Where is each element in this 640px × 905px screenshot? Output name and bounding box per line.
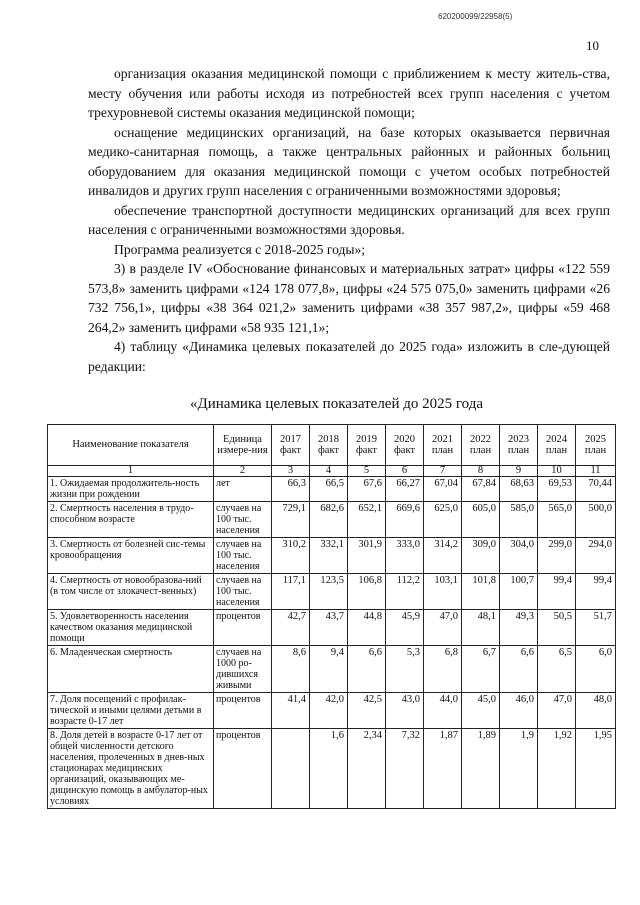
column-header: 2018 факт	[310, 425, 348, 466]
indicator-unit: случаев на 1000 ро-дившихся живыми	[214, 646, 272, 693]
column-header: 2020 факт	[386, 425, 424, 466]
indicator-unit: лет	[214, 477, 272, 502]
indicator-value: 66,5	[310, 477, 348, 502]
indicator-value: 625,0	[424, 502, 462, 538]
indicator-name: 6. Младенческая смертность	[48, 646, 214, 693]
column-number: 1	[48, 466, 214, 477]
indicator-name: 2. Смертность населения в трудо-способном возрасте	[48, 502, 214, 538]
column-header: 2022 план	[462, 425, 500, 466]
indicator-name: 4. Смертность от новообразова-ний (в том числе от злокачест-венных)	[48, 574, 214, 610]
indicator-value: 49,3	[500, 610, 538, 646]
indicator-name: 5. Удовлетворенность населения качеством оказания медицинской помощи	[48, 610, 214, 646]
indicator-value: 1,92	[538, 729, 576, 809]
indicator-value: 100,7	[500, 574, 538, 610]
indicator-value: 585,0	[500, 502, 538, 538]
paragraph: обеспечение транспортной доступности медицинских организаций для всех групп населения с ограниченными возможностями здоровья.	[88, 202, 610, 237]
indicator-value: 1,89	[462, 729, 500, 809]
indicator-value: 117,1	[272, 574, 310, 610]
indicator-value: 106,8	[348, 574, 386, 610]
indicator-unit: случаев на 100 тыс. населения	[214, 538, 272, 574]
column-header: Наименование показателя	[48, 425, 214, 466]
page-number: 10	[586, 38, 599, 53]
column-number: 11	[576, 466, 616, 477]
indicator-value: 43,0	[386, 693, 424, 729]
indicator-value: 66,3	[272, 477, 310, 502]
indicator-name: 8. Доля детей в возрасте 0-17 лет от общей численности детского населения, пролеченных в днев-ных стационарах медицинских организаций, оказывающих ме-дицинскую помощь в амбулатор-ных условиях	[48, 729, 214, 809]
indicator-value: 47,0	[424, 610, 462, 646]
table-row	[48, 729, 616, 809]
table-row	[48, 574, 616, 610]
indicator-value: 332,1	[310, 538, 348, 574]
indicator-value: 652,1	[348, 502, 386, 538]
indicator-name: 3. Смертность от болезней сис-темы кровообращения	[48, 538, 214, 574]
indicator-value: 103,1	[424, 574, 462, 610]
indicator-value: 310,2	[272, 538, 310, 574]
indicator-value: 48,0	[576, 693, 616, 729]
indicator-value: 101,8	[462, 574, 500, 610]
table-row	[48, 610, 616, 646]
indicator-value: 605,0	[462, 502, 500, 538]
column-number: 3	[272, 466, 310, 477]
indicators-table	[47, 424, 616, 809]
indicator-value: 48,1	[462, 610, 500, 646]
indicator-value: 6,5	[538, 646, 576, 693]
indicator-value: 682,6	[310, 502, 348, 538]
column-number: 8	[462, 466, 500, 477]
indicator-value: 9,4	[310, 646, 348, 693]
indicator-value: 50,5	[538, 610, 576, 646]
column-header: 2019 факт	[348, 425, 386, 466]
column-header: 2024 план	[538, 425, 576, 466]
paragraph: 3) в разделе IV «Обоснование финансовых и материальных затрат» цифры «122 559 573,8» заменить цифрами «124 178 077,8», цифры «24 575 075,0» заменить цифрами «26 732 756,1», цифры «38 364 021,2» заменить цифрами «38 357 987,2», цифры «59 468 264,2» заменить цифрами «58 935 121,1»;	[88, 261, 610, 335]
column-header: Единица измере-ния	[214, 425, 272, 466]
indicator-value: 67,04	[424, 477, 462, 502]
table-row	[48, 693, 616, 729]
indicator-value: 42,0	[310, 693, 348, 729]
indicator-value: 42,7	[272, 610, 310, 646]
indicator-value: 112,2	[386, 574, 424, 610]
column-number: 6	[386, 466, 424, 477]
paragraph: организация оказания медицинской помощи с приближением к месту житель-ства, месту обучения или работы исходя из потребностей всех групп населения с учетом трехуровневой системы оказания медицинской помощи;	[88, 66, 610, 120]
indicator-value: 69,53	[538, 477, 576, 502]
indicator-value: 1,87	[424, 729, 462, 809]
indicator-value: 51,7	[576, 610, 616, 646]
indicator-value: 304,0	[500, 538, 538, 574]
indicator-value: 565,0	[538, 502, 576, 538]
paragraph: 4) таблицу «Динамика целевых показателей до 2025 года» изложить в сле-дующей редакции:	[88, 339, 610, 374]
column-header: 2023 план	[500, 425, 538, 466]
indicator-value: 67,6	[348, 477, 386, 502]
paragraph: Программа реализуется с 2018-2025 годы»;	[114, 241, 366, 257]
table-row	[48, 646, 616, 693]
indicator-value: 1,95	[576, 729, 616, 809]
column-header: 2021 план	[424, 425, 462, 466]
indicator-value: 43,7	[310, 610, 348, 646]
indicator-value: 47,0	[538, 693, 576, 729]
table-row	[48, 538, 616, 574]
indicator-value: 6,7	[462, 646, 500, 693]
document-id: 620200099/22958(5)	[438, 12, 513, 21]
indicator-value: 6,6	[500, 646, 538, 693]
indicator-unit: случаев на 100 тыс. населения	[214, 574, 272, 610]
indicator-value: 6,0	[576, 646, 616, 693]
indicator-value: 70,44	[576, 477, 616, 502]
indicator-value: 7,32	[386, 729, 424, 809]
indicator-value: 41,4	[272, 693, 310, 729]
indicator-value: 66,27	[386, 477, 424, 502]
indicator-value: 294,0	[576, 538, 616, 574]
indicator-value: 8,6	[272, 646, 310, 693]
indicator-value: 1,9	[500, 729, 538, 809]
indicator-value: 99,4	[576, 574, 616, 610]
indicator-value: 45,0	[462, 693, 500, 729]
column-number: 10	[538, 466, 576, 477]
body-text	[88, 64, 610, 376]
indicator-value: 333,0	[386, 538, 424, 574]
paragraph: оснащение медицинских организаций, на базе которых оказывается первичная медико-санитарная помощь, а также центральных районных и районных больниц оборудованием для оказания медицинской помощи с учетом особых потребностей инвалидов и других групп населения с ограниченными возможностями здоровья;	[88, 124, 610, 198]
indicator-name: 1. Ожидаемая продолжитель-ность жизни при рождении	[48, 477, 214, 502]
indicator-value: 99,4	[538, 574, 576, 610]
indicator-value: 1,6	[310, 729, 348, 809]
table-row	[48, 502, 616, 538]
indicator-value: 68,63	[500, 477, 538, 502]
indicator-value: 314,2	[424, 538, 462, 574]
indicator-value: 46,0	[500, 693, 538, 729]
indicator-value: 6,6	[348, 646, 386, 693]
column-number-row	[48, 466, 616, 477]
indicator-unit: случаев на 100 тыс. населения	[214, 502, 272, 538]
indicator-value	[272, 729, 310, 809]
indicator-value: 309,0	[462, 538, 500, 574]
indicator-value: 45,9	[386, 610, 424, 646]
indicator-value: 44,8	[348, 610, 386, 646]
indicator-name: 7. Доля посещений с профилак-тической и иными целями детьми в возрасте 0-17 лет	[48, 693, 214, 729]
indicator-value: 299,0	[538, 538, 576, 574]
indicator-value: 6,8	[424, 646, 462, 693]
indicator-value: 44,0	[424, 693, 462, 729]
indicator-unit: процентов	[214, 729, 272, 809]
indicator-value: 5,3	[386, 646, 424, 693]
indicator-value: 729,1	[272, 502, 310, 538]
indicator-value: 2,34	[348, 729, 386, 809]
column-number: 4	[310, 466, 348, 477]
indicator-value: 500,0	[576, 502, 616, 538]
indicator-value: 42,5	[348, 693, 386, 729]
indicator-value: 669,6	[386, 502, 424, 538]
column-number: 9	[500, 466, 538, 477]
column-header: 2017 факт	[272, 425, 310, 466]
table-header-row	[48, 425, 616, 466]
column-header: 2025 план	[576, 425, 616, 466]
indicator-unit: процентов	[214, 693, 272, 729]
indicator-value: 67,84	[462, 477, 500, 502]
indicator-value: 123,5	[310, 574, 348, 610]
table-title: «Динамика целевых показателей до 2025 года	[190, 396, 484, 412]
column-number: 7	[424, 466, 462, 477]
column-number: 2	[214, 466, 272, 477]
indicator-value: 301,9	[348, 538, 386, 574]
indicator-unit: процентов	[214, 610, 272, 646]
column-number: 5	[348, 466, 386, 477]
table-row	[48, 477, 616, 502]
